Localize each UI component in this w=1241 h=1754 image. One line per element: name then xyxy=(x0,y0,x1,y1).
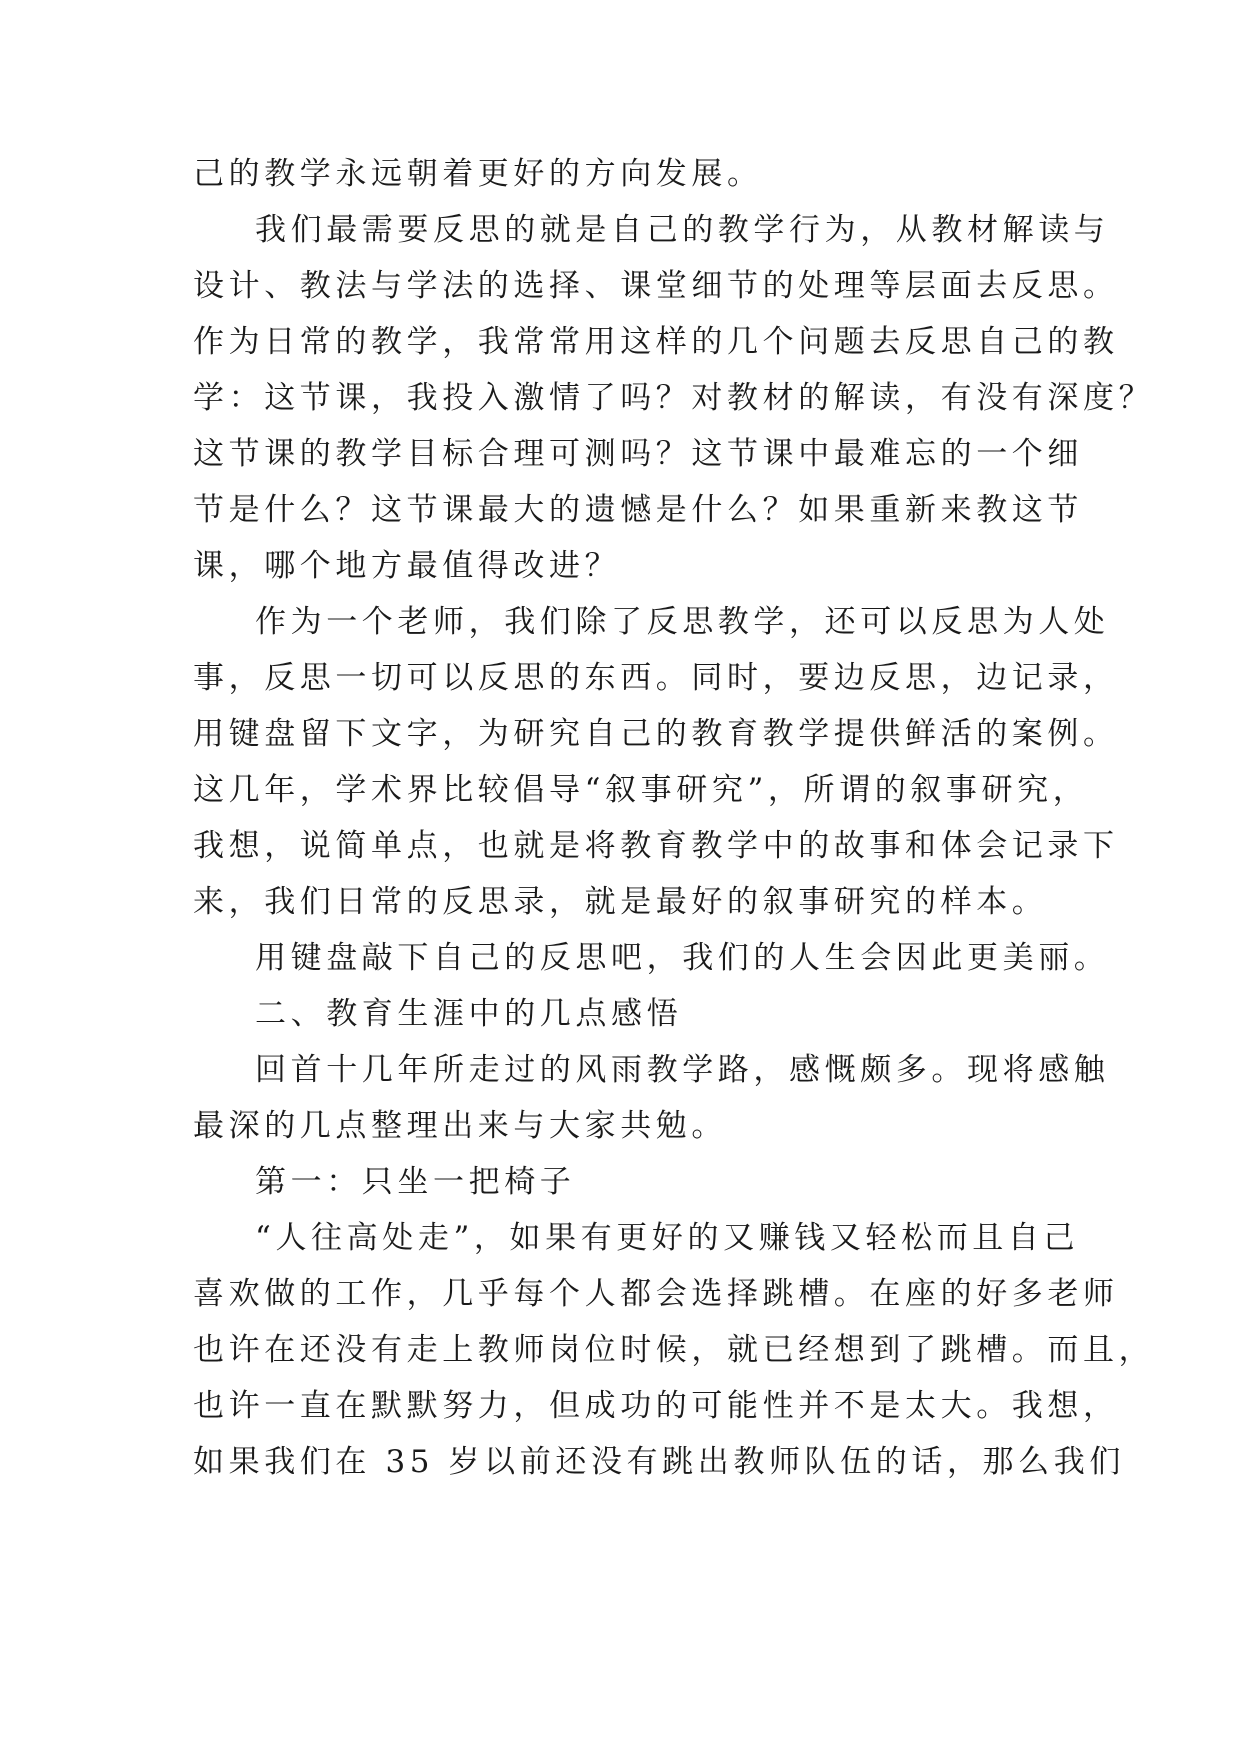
text-line: 如果我们在 35 岁以前还没有跳出教师队伍的话，那么我们 xyxy=(193,1444,1125,1480)
text-line: 喜欢做的工作，几乎每个人都会选择跳槽。在座的好多老师 xyxy=(193,1276,1119,1312)
text-line: 设计、教法与学法的选择、课堂细节的处理等层面去反思。 xyxy=(193,268,1119,304)
text-line: 节是什么？这节课最大的遗憾是什么？如果重新来教这节 xyxy=(193,492,1083,528)
paragraph-start-line: 我们最需要反思的就是自己的教学行为，从教材解读与 xyxy=(255,212,1110,248)
text-line: 用键盘留下文字，为研究自己的教育教学提供鲜活的案例。 xyxy=(193,716,1119,752)
paragraph-start-line: 用键盘敲下自己的反思吧，我们的人生会因此更美丽。 xyxy=(255,940,1110,976)
text-line: 我想，说简单点，也就是将教育教学中的故事和体会记录下 xyxy=(193,828,1119,864)
text-line: 作为日常的教学，我常常用这样的几个问题去反思自己的教 xyxy=(193,324,1119,360)
text-line: 来，我们日常的反思录，就是最好的叙事研究的样本。 xyxy=(193,884,1048,920)
text-line: 最深的几点整理出来与大家共勉。 xyxy=(193,1108,727,1144)
text-line: 也许一直在默默努力，但成功的可能性并不是太大。我想， xyxy=(193,1388,1119,1424)
text-line: 也许在还没有走上教师岗位时候，就已经想到了跳槽。而且， xyxy=(193,1332,1155,1368)
subsection-heading: 第一：只坐一把椅子 xyxy=(255,1164,576,1200)
paragraph-start-line: “人往高处走”，如果有更好的又赚钱又轻松而且自己 xyxy=(255,1220,1080,1256)
text-line: 事，反思一切可以反思的东西。同时，要边反思，边记录， xyxy=(193,660,1119,696)
text-line: 这节课的教学目标合理可测吗？这节课中最难忘的一个细 xyxy=(193,436,1083,472)
text-line: 己的教学永远朝着更好的方向发展。 xyxy=(193,156,763,192)
text-line: 学：这节课，我投入激情了吗？对教材的解读，有没有深度？ xyxy=(193,380,1155,416)
paragraph-start-line: 回首十几年所走过的风雨教学路，感慨颇多。现将感触 xyxy=(255,1052,1110,1088)
section-heading: 二、教育生涯中的几点感悟 xyxy=(255,996,683,1032)
paragraph-start-line: 作为一个老师，我们除了反思教学，还可以反思为人处 xyxy=(255,604,1110,640)
text-line: 这几年，学术界比较倡导“叙事研究”，所谓的叙事研究， xyxy=(193,772,1089,808)
text-line: 课，哪个地方最值得改进？ xyxy=(193,548,621,584)
